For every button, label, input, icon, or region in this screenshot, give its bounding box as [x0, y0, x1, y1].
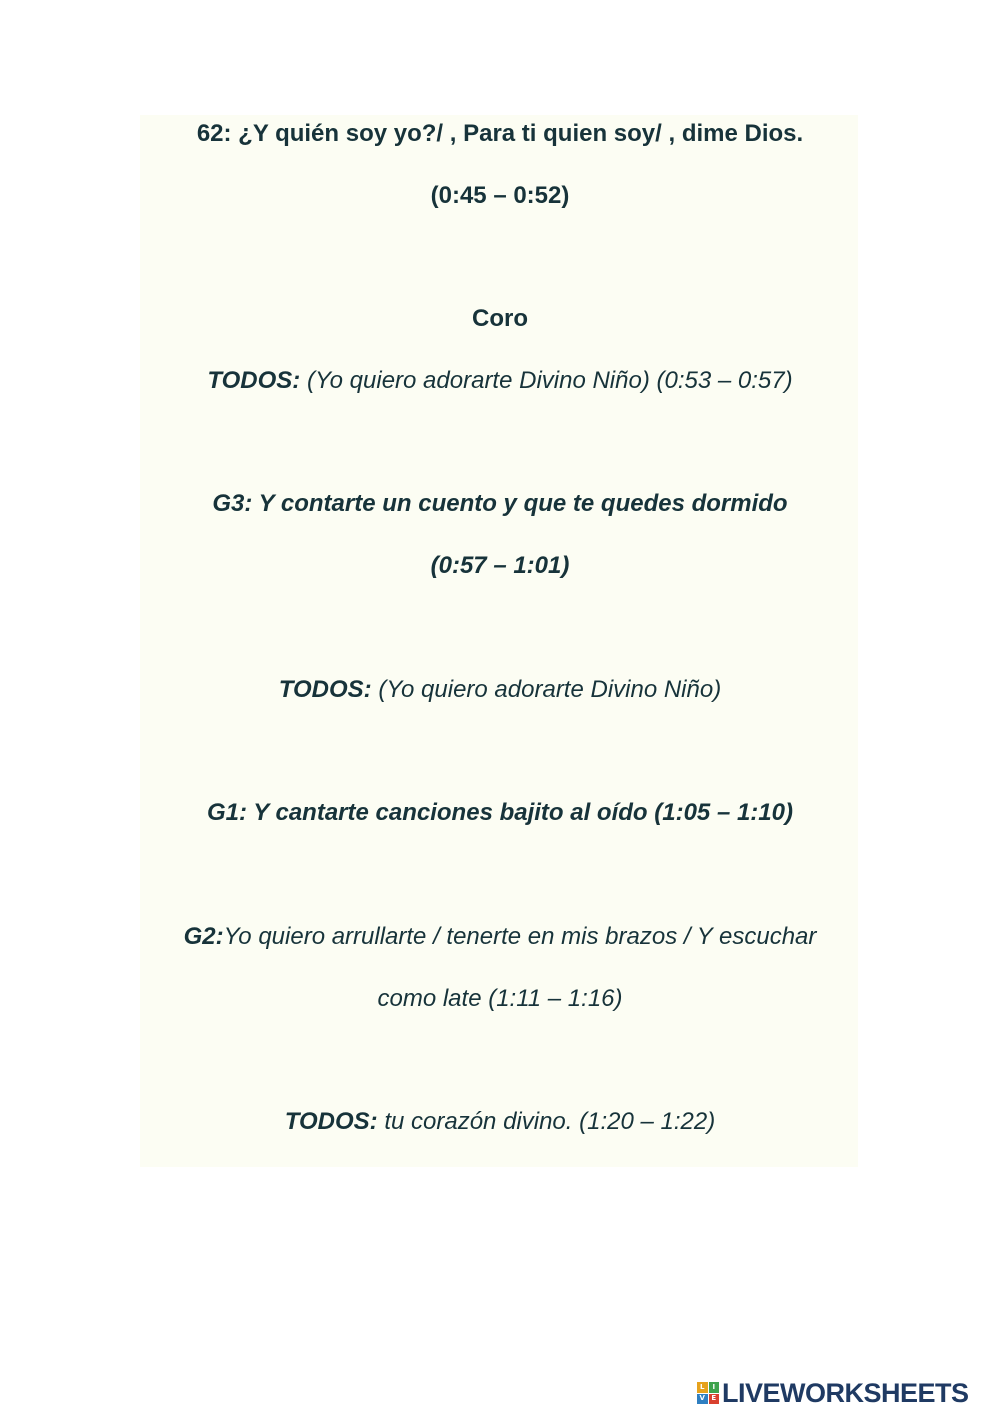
todos-label: TODOS:	[278, 676, 372, 703]
line-g3-time: (0:57 – 1:01)	[430, 552, 570, 579]
logo-icon-cell: E	[709, 1394, 720, 1405]
logo-icon-cell: I	[709, 1382, 720, 1393]
logo-icon-cell: V	[697, 1394, 708, 1405]
line-todos-1	[0, 366, 1000, 396]
logo-icon-cell: L	[697, 1382, 708, 1393]
liveworksheets-logo-icon	[697, 1382, 719, 1404]
liveworksheets-logo	[697, 1378, 969, 1408]
g2-label: G2:	[183, 923, 224, 950]
line-62-time: (0:45 – 0:52)	[430, 182, 570, 209]
coro-heading: Coro	[472, 305, 528, 332]
line-62: 62: ¿Y quién soy yo?/ , Para ti quien soy/ , dime Dios.	[196, 120, 804, 147]
line-g2-cont: como late (1:11 – 1:16)	[377, 985, 623, 1012]
todos-label: TODOS:	[207, 367, 301, 394]
line-todos-3	[0, 1107, 1000, 1137]
todos-text: (Yo quiero adorarte Divino Niño)	[371, 676, 722, 703]
line-g2	[0, 922, 1000, 952]
g2-text: Yo quiero arrullarte / tenerte en mis brazos / Y escuchar	[223, 923, 817, 950]
logo-text: LIVEWORKSHEETS	[722, 1377, 969, 1408]
line-g3: G3: Y contarte un cuento y que te quedes dormido	[212, 490, 788, 517]
line-g1: G1: Y cantarte canciones bajito al oído (1:05 – 1:10)	[207, 799, 793, 826]
todos-label: TODOS:	[284, 1108, 378, 1135]
todos-text: tu corazón divino. (1:20 – 1:22)	[377, 1108, 716, 1135]
todos-text: (Yo quiero adorarte Divino Niño) (0:53 – 0:57)	[300, 367, 793, 394]
line-todos-2	[0, 675, 1000, 705]
